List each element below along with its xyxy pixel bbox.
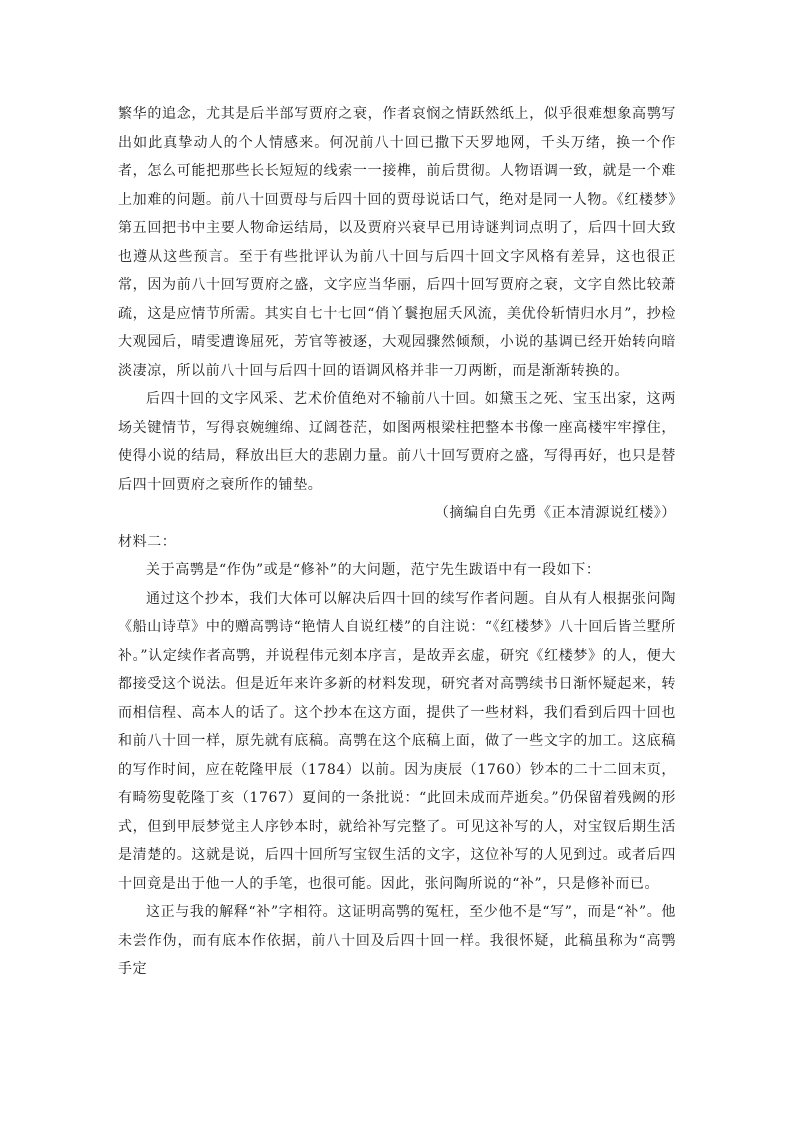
body-paragraph: 关于高鹗是“作伪”或是“修补”的大问题，范宁先生跋语中有一段如下： bbox=[146, 562, 601, 578]
body-paragraph: 通过这个抄本，我们大体可以解决后四十回的续写作者问题。自从有人根据张问陶《船山诗草》中的赠高鹗诗“艳情人自说红楼”的自注说：“《红楼梦》八十回后皆兰墅所补。”认定续作者高鹗，并说程伟元刻本序言，是故弄玄虚，研究《红楼梦》的人，便大都接受这个说法。但是近年来许多新的材料发现，研究者对高鹗续书日渐怀疑起来，转而相信程、高本人的话了。这个抄本在这方面，提供了一些材料，我们看到后四十回也和前八十回一样，原先就有底稿。高鹗在这个底稿上面，做了一些文字的加工。这底稿的写作时间，应在乾隆甲辰（1784）以前。因为庚辰（1760）钞本的二十二回末页，有畸笏叟乾隆丁亥（1767）夏间的一条批说：“此回未成而芹逝矣。”仍保留着残阙的形式，但到甲辰梦觉主人序钞本时，就给补写完整了。可见这补写的人，对宝钗后期生活是清楚的。这就是说，后四十回所写宝钗生活的文字，这位补写的人见到过。或者后四十回竟是出于他一人的手笔，也很可能。因此，张问陶所说的“补”，只是修补而已。 bbox=[118, 590, 676, 892]
document-page bbox=[118, 100, 676, 984]
body-paragraph: 繁华的追念，尤其是后半部写贾府之衰，作者哀悯之情跃然纸上，似乎很难想象高鹗写出如此真挚动人的个人情感来。何况前八十回已撒下天罗地网，千头万绪，换一个作者，怎么可能把那些长长短短的线索一一接榫，前后贯彻。人物语调一致，就是一个难上加难的问题。前八十回贾母与后四十回的贾母说话口气，绝对是同一人物。《红楼梦》第五回把书中主要人物命运结局，以及贾府兴衰早已用诗谜判词点明了，后四十回大致也遵从这些预言。至于有些批评认为前八十回与后四十回文字风格有差异，这也很正常，因为前八十回写贾府之盛，文字应当华丽，后四十回写贾府之衰，文字自然比较萧疏，这是应情节所需。其实自七十七回“俏丫鬟抱屈夭风流，美优伶斩情归水月”，抄检大观园后，晴雯遭谗屈死，芳官等被逐，大观园骤然倾颓，小说的基调已经开始转向暗淡凄凉，所以前八十回与后四十回的语调风格并非一刀两断，而是渐渐转换的。 bbox=[118, 106, 676, 379]
body-paragraph: 这正与我的解释“补”字相符。这证明高鹗的冤枉，至少他不是“写”，而是“补”。他未尝作伪，而有底本作依据，前八十回及后四十回一样。我很怀疑，此稿虽称为“高鹗手定 bbox=[118, 904, 676, 977]
material-heading: 材料二： bbox=[118, 533, 177, 550]
body-paragraph: 后四十回的文字风采、艺术价值绝对不输前八十回。如黛玉之死、宝玉出家，这两场关键情节，写得哀婉缠绵、辽阔苍茫，如图两根梁柱把整本书像一座高楼牢牢撑住，使得小说的结局，释放出巨大的悲剧力量。前八十回写贾府之盛，写得再好，也只是替后四十回贾府之衰所作的铺垫。 bbox=[118, 391, 676, 493]
source-citation: （摘编自白先勇《正本清源说红楼》） bbox=[434, 505, 676, 521]
